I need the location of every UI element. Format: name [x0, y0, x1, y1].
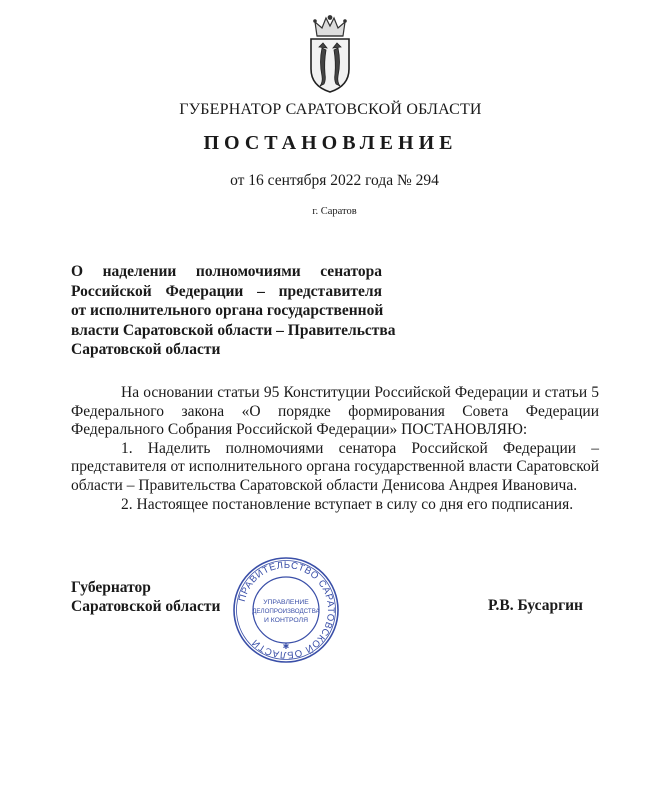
preamble-line: Федерального закона «О порядке формирования Совета Федерации	[71, 402, 599, 420]
issuing-authority: ГУБЕРНАТОР САРАТОВСКОЙ ОБЛАСТИ	[179, 101, 482, 118]
signatory-title-line: Саратовской области	[71, 598, 221, 615]
stamp-center-line: И КОНТРОЛЯ	[264, 617, 308, 624]
signatory-title	[71, 578, 220, 616]
subject-line: Российской Федерации – представителя	[71, 282, 382, 300]
document-place: г. Саратов	[312, 206, 357, 217]
item1-line: 1. Наделить полномочиями сенатора Российской Федерации –	[121, 439, 599, 457]
stamp-center-line: ДЕЛОПРОИЗВОДСТВА	[252, 608, 320, 615]
preamble-line: Федерального Собрания Российской Федерации» ПОСТАНОВЛЯЮ:	[71, 421, 528, 438]
preamble-line: На основании статьи 95 Конституции Российской Федерации и статьи 5	[121, 384, 599, 401]
subject-line: от исполнительного органа государственной	[71, 302, 384, 319]
stamp-center-line: УПРАВЛЕНИЕ	[263, 599, 309, 606]
stamp-ring-text: ПРАВИТЕЛЬСТВО САРАТОВСКОЙ ОБЛАСТИ	[236, 559, 337, 661]
document-subject	[71, 262, 396, 360]
signatory-title-line: Губернатор	[71, 579, 151, 596]
subject-line: Саратовской области	[71, 341, 221, 358]
item1-line: области – Правительства Саратовской области Денисова Андрея Ивановича.	[71, 476, 578, 494]
document-body	[71, 384, 599, 515]
signatory-name: Р.В. Бусаргин	[488, 597, 583, 614]
subject-line: О наделении полномочиями сенатора	[71, 263, 382, 280]
official-stamp	[231, 555, 341, 665]
document-type-title: ПОСТАНОВЛЕНИЕ	[203, 132, 458, 154]
item2-line: 2. Настоящее постановление вступает в силу со дня его подписания.	[121, 496, 574, 513]
subject-line: власти Саратовской области – Правительства	[71, 321, 396, 339]
saratov-coat-of-arms-icon	[305, 14, 355, 94]
document-date-number: от 16 сентября 2022 года № 294	[230, 172, 439, 189]
stamp-star-icon: ✱	[282, 642, 290, 651]
item1-line: представителя от исполнительного органа государственной власти Саратовской	[71, 458, 599, 475]
